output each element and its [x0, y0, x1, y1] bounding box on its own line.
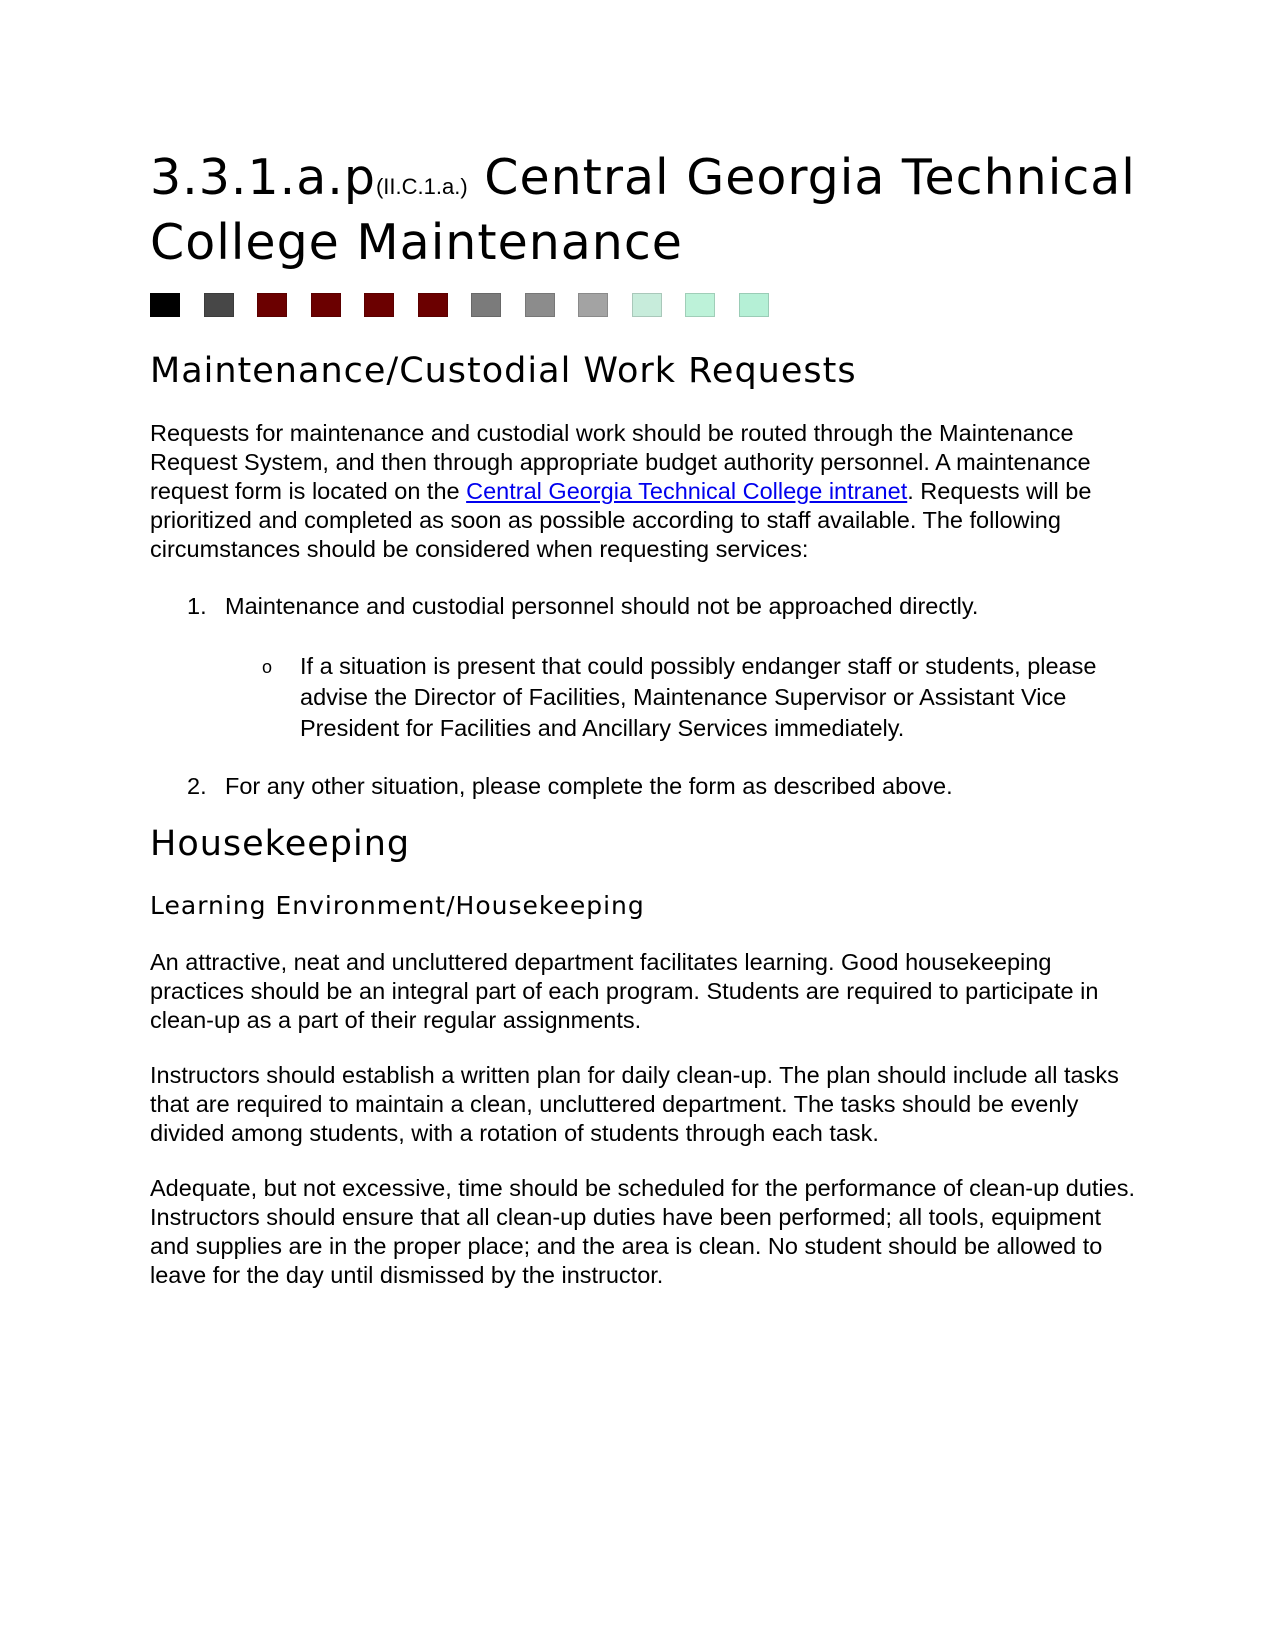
list-item-number: 2. [187, 773, 207, 799]
page-title [150, 150, 1140, 271]
color-swatch [311, 293, 341, 317]
subheading-learning-environment: Learning Environment/Housekeeping [150, 891, 645, 920]
request-steps-list [150, 592, 1140, 801]
color-swatch [471, 293, 501, 317]
color-swatch [632, 293, 662, 317]
sub-list [150, 651, 1140, 744]
housekeeping-paragraph: Instructors should establish a written plan for daily clean-up. The plan should include all tasks that are required to maintain a clean, uncluttered department. The tasks should be evenly divided among students, with a rotation of students through each task. [150, 1062, 1119, 1146]
circle-bullet-icon: o [262, 657, 273, 677]
color-swatch [150, 293, 180, 317]
list-item-text: For any other situation, please complete the form as described above. [225, 773, 953, 799]
color-swatch [685, 293, 715, 317]
intranet-link[interactable]: Central Georgia Technical College intranet [466, 478, 908, 504]
color-swatch [418, 293, 448, 317]
color-swatch [204, 293, 234, 317]
color-swatch [578, 293, 608, 317]
title-reference: (II.C.1.a.) [375, 174, 468, 199]
list-item [150, 772, 1140, 801]
color-swatch [364, 293, 394, 317]
housekeeping-paragraph: An attractive, neat and uncluttered department facilitates learning. Good housekeeping practices should be an integral part of each program. Students are required to participate in clean-up as a part of their regular assignments. [150, 949, 1099, 1033]
section-heading-housekeeping: Housekeeping [150, 824, 411, 864]
housekeeping-paragraph: Adequate, but not excessive, time should be scheduled for the performance of clean-up duties. Instructors should ensure that all clean-up duties have been performed; all tools, equipment and supplies are in the proper place; and the area is clean. No student should be allowed to leave for the day until dismissed by the instructor. [150, 1175, 1135, 1288]
sub-list-item [150, 651, 1140, 744]
title-text: Central Georgia Technical College Maintenance [150, 149, 1136, 271]
list-item-number: 1. [187, 593, 207, 619]
intro-text-before-link: Requests for maintenance and custodial work should be routed through the Maintenance Request System, and then through appropriate budget authority personnel. A maintenance request form is located on the [150, 420, 1091, 504]
color-swatch [525, 293, 555, 317]
section-heading-work-requests: Maintenance/Custodial Work Requests [150, 351, 857, 391]
intro-text-after-link: . Requests will be prioritized and completed as soon as possible according to staff available. The following circumstances should be considered when requesting services: [150, 478, 1092, 562]
sub-list-item-text: If a situation is present that could possibly endanger staff or students, please advise the Director of Facilities, Maintenance Supervisor or Assistant Vice President for Facilities and Ancillary Services immediately. [300, 653, 1097, 741]
title-number: 3.3.1.a.p [150, 149, 376, 206]
list-item-text: Maintenance and custodial personnel should not be approached directly. [225, 593, 979, 619]
document-page [150, 150, 1140, 1290]
color-swatch [739, 293, 769, 317]
list-item [150, 592, 1140, 744]
color-swatch [257, 293, 287, 317]
color-swatch-row [150, 293, 1140, 317]
work-requests-intro [150, 419, 1140, 564]
